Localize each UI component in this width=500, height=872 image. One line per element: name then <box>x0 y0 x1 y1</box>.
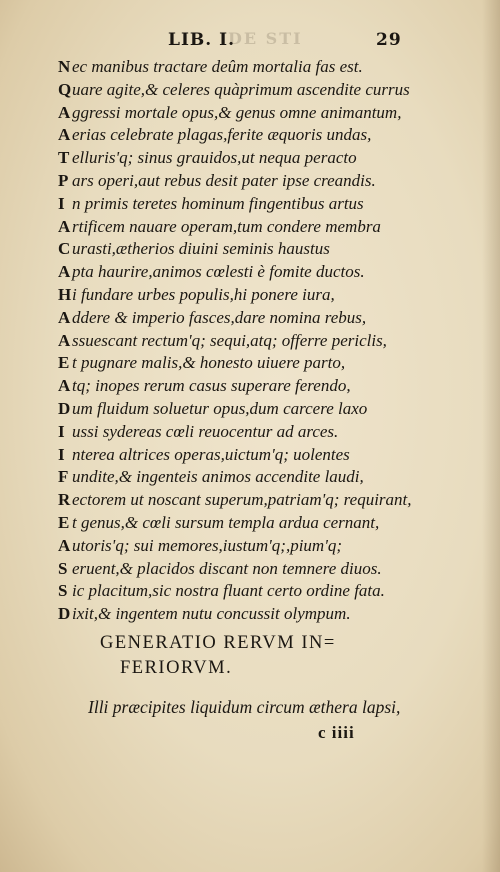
running-header <box>168 30 408 54</box>
verse-text: ddere & imperio fasces,dare nomina rebus, <box>72 307 367 327</box>
verse-text: tq; inopes rerum casus superare ferendo, <box>72 376 351 396</box>
verse-initial: A <box>58 216 71 236</box>
verse-text: eruent,& placidos discant non temnere diuos. <box>72 558 382 578</box>
verse-text: n primis teretes hominum fingentibus artus <box>72 193 364 213</box>
verse-initial: A <box>58 262 71 282</box>
verse-line <box>58 102 458 125</box>
verse-line <box>58 56 458 79</box>
verse-initial: N <box>58 57 71 76</box>
verse-initial: C <box>58 239 71 259</box>
verse-line <box>58 216 458 239</box>
verse-initial: A <box>58 102 71 122</box>
verse-initial: I <box>58 444 65 464</box>
verse-line <box>58 352 458 375</box>
verse-text: um fluidum soluetur opus,dum carcere laxo <box>72 398 368 418</box>
verse-text: urasti,ætherios diuini seminis haustus <box>72 239 330 259</box>
verse-text: undite,& ingenteis animos accendite laudi, <box>72 467 364 487</box>
verse-text: elluris'q; sinus grauidos,ut nequa peracto <box>72 148 357 168</box>
verse-initial: A <box>58 125 71 145</box>
verse-initial: R <box>58 490 71 510</box>
verse-line <box>58 147 458 170</box>
verse-line <box>58 512 458 535</box>
verse-line <box>58 170 458 193</box>
verse-text: ec manibus tractare deûm mortalia fas est. <box>72 57 363 76</box>
verse-line-continuation: Illi præcipites liquidum circum æthera lapsi, <box>88 697 401 717</box>
verse-text: rtificem nauare operam,tum condere membra <box>72 216 381 236</box>
verse-line <box>58 421 458 444</box>
verse-line <box>58 79 458 102</box>
page-edge-shadow <box>482 0 500 872</box>
verse-text: utoris'q; sui memores,iustum'q;,pium'q; <box>72 535 342 555</box>
verse-line <box>58 603 458 626</box>
section-heading-line-2: FERIORVM. <box>120 658 233 678</box>
verse-line <box>58 489 458 512</box>
verse-text: ic placitum,sic nostra fluant certo ordine fata. <box>72 581 385 601</box>
verse-initial: I <box>58 421 65 441</box>
verse-initial: S <box>58 558 68 578</box>
verse-initial: Q <box>58 79 72 99</box>
verse-line <box>58 238 458 261</box>
verse-text: ectorem ut noscant superum,patriam'q; requirant, <box>72 490 412 510</box>
verse-initial: D <box>58 604 71 624</box>
verse-initial: S <box>58 581 68 601</box>
verse-text: ussi sydereas cœli reuocentur ad arces. <box>72 421 339 441</box>
verse-text: i fundare urbes populis,hi ponere iura, <box>72 284 335 304</box>
verse-line <box>58 330 458 353</box>
section-heading-line-1: GENERATIO RERVM IN= <box>100 633 336 653</box>
verse-text: ars operi,aut rebus desit pater ipse creandis. <box>72 170 376 190</box>
verse-line <box>58 193 458 216</box>
verse-initial: A <box>58 307 71 327</box>
verse-text: nterea altrices operas,uictum'q; uolentes <box>72 444 350 464</box>
verse-initial: F <box>58 467 69 487</box>
page-number: 29 <box>376 30 402 50</box>
verse-line <box>58 124 458 147</box>
verse-initial: E <box>58 353 70 373</box>
verse-line <box>58 307 458 330</box>
verse-text: ssuescant rectum'q; sequi,atq; offerre periclis, <box>72 330 387 350</box>
verse-line <box>58 375 458 398</box>
verse-initial: E <box>58 512 70 532</box>
verse-line <box>58 466 458 489</box>
verse-initial: D <box>58 398 71 418</box>
verse-initial: A <box>58 376 71 396</box>
verse-line <box>58 398 458 421</box>
verse-text: ggressi mortale opus,& genus omne animantum, <box>72 102 402 122</box>
verse-text: t genus,& cœli sursum templa ardua cernant, <box>72 512 380 532</box>
verse-text: uare agite,& celeres quàprimum ascendite currus <box>72 79 410 99</box>
verse-initial: P <box>58 170 69 190</box>
show-through-text: DE STI <box>228 29 303 48</box>
verse-block <box>58 56 458 626</box>
book-label: LIB. I. <box>168 30 235 50</box>
verse-initial: A <box>58 535 71 555</box>
verse-text: ixit,& ingentem nutu concussit olympum. <box>72 604 351 624</box>
verse-initial: A <box>58 330 71 350</box>
verse-initial: I <box>58 193 65 213</box>
verse-line <box>58 558 458 581</box>
verse-text: erias celebrate plagas,ferite æquoris undas, <box>72 125 372 145</box>
verse-line <box>58 444 458 467</box>
verse-line <box>58 535 458 558</box>
verse-line <box>58 580 458 603</box>
verse-line <box>58 284 458 307</box>
verse-initial: T <box>58 148 70 168</box>
verse-text: t pugnare malis,& honesto uiuere parto, <box>72 353 346 373</box>
verse-initial: H <box>58 284 72 304</box>
verse-text: pta haurire,animos cœlesti è fomite ductos. <box>72 262 365 282</box>
signature-mark: c iiii <box>318 723 355 742</box>
verse-line <box>58 261 458 284</box>
